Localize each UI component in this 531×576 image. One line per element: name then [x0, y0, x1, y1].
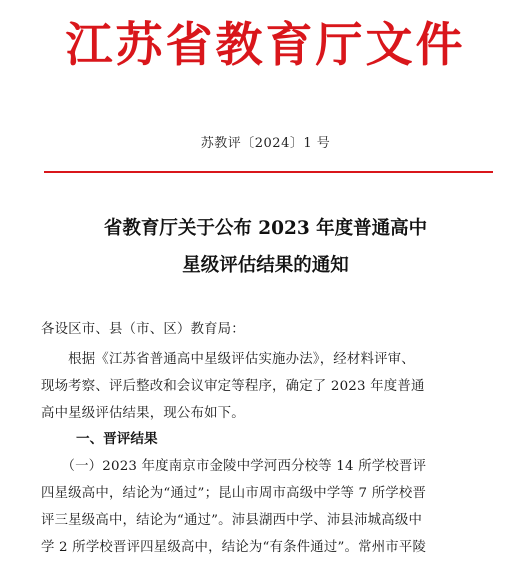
section1-line-3: 评三星级高中，结论为“通过”。沛县湖西中学、沛县沛城高级中 [41, 513, 423, 528]
salutation: 各设区市、县（市、区）教育局： [41, 322, 245, 337]
document-number: 苏教评〔2024〕1 号 [200, 136, 331, 151]
intro-line-3: 高中星级评估结果，现公布如下。 [41, 406, 245, 421]
section1-line-4: 学 2 所学校晋评四星级高中，结论为“有条件通过”。常州市平陵 [41, 540, 427, 555]
section-heading-promotion-results: 一、晋评结果 [76, 431, 158, 447]
intro-line-2: 现场考察、评后整改和会议审定等程序，确定了 2023 年度普通 [41, 379, 425, 394]
document-header-title: 江苏省教育厅文件 [65, 18, 466, 73]
header-divider-line [44, 171, 493, 173]
notice-title-line-2: 星级评估结果的通知 [182, 255, 349, 276]
section1-line-1: （一）2023 年度南京市金陵中学河西分校等 14 所学校晋评 [41, 459, 427, 474]
section1-line-2: 四星级高中，结论为“通过”；昆山市周市高级中学等 7 所学校晋 [41, 486, 427, 501]
intro-line-1: 根据《江苏省普通高中星级评估实施办法》，经材料评审、 [41, 352, 415, 367]
notice-title-line-1: 省教育厅关于公布 2023 年度普通高中 [103, 218, 428, 239]
